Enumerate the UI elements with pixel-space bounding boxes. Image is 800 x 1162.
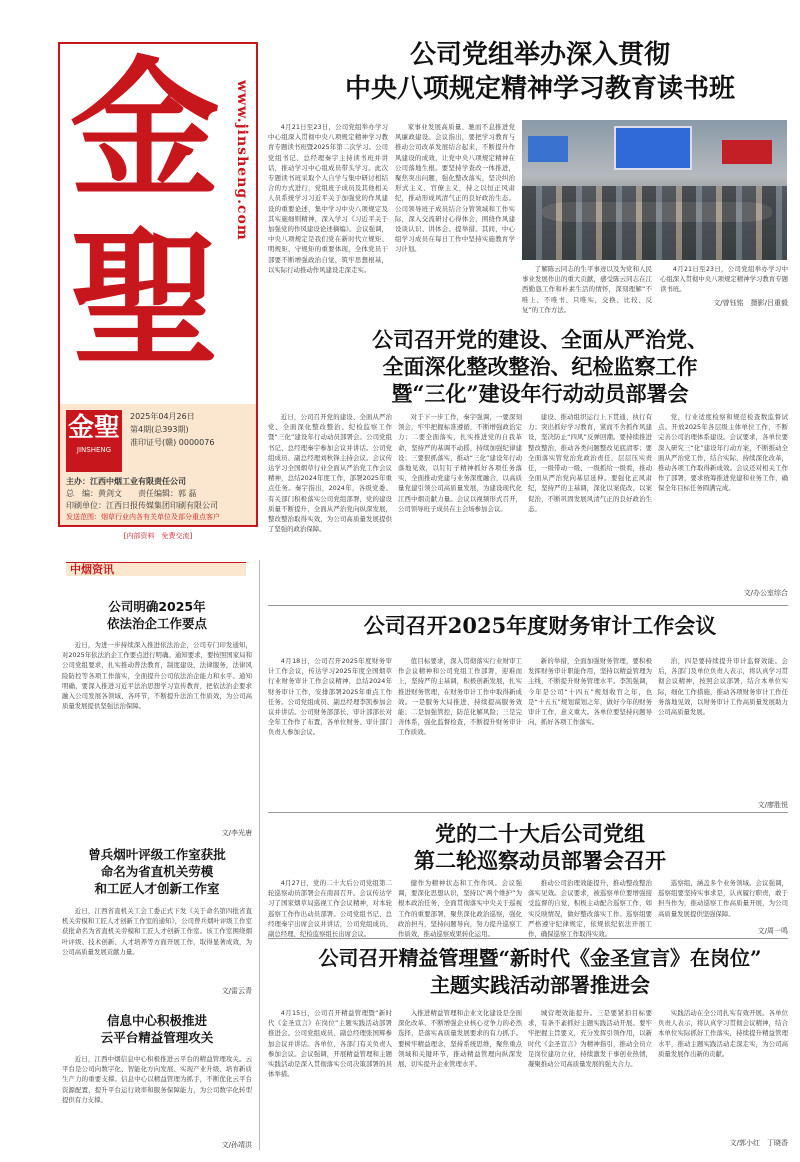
divider [268, 605, 788, 606]
info-byline: 文/孙靖洪 [221, 1141, 252, 1149]
second-headline-line-3: 暨“三化”建设年行动动员部署会 [391, 381, 689, 406]
inspection-col-4 [658, 878, 788, 924]
lean-byline: 文/郭小红 丁晓香 [729, 1139, 788, 1147]
inspection-text-2: 健作为精神状态和工作作风。会议强调，要深化思想认识，坚持以“两个维护”为根本政治任务，全面贯彻落实中央关于巡视工作的重要部署，聚焦深化政治巡察，强化政治担当，坚持问题导向，努力提升巡察工作质效，推动巡察成果转化运用。 [398, 879, 522, 939]
sponsor: 主办：江西中烟工业有限责任公司 [66, 477, 186, 486]
main-headline-line-2: 中央八项规定精神学习教育读书班 [344, 74, 735, 104]
finance-byline: 文/廖胜悦 [757, 801, 788, 809]
lean-text-3: 城营理效能提升。三是要紧扣目标要求，有条不紊抓好主题实践活动开展。要牢牢把握主旨要义，充分发挥引领作用，以新时代《金圣宣言》为精神指引，推动全员立足岗位建功立业，持续激发干事创业热情，凝聚推动公司高质量发展的强大合力。 [528, 1009, 652, 1069]
lean-col-4 [658, 1008, 788, 1132]
lean-headline-line-2: 主题实践活动部署推进会 [430, 973, 650, 997]
masthead-title-char-2: 聖 [70, 212, 221, 388]
finance-col-4 [658, 656, 788, 796]
second-byline: 文/办公室综合 [743, 589, 788, 597]
divider [268, 938, 788, 939]
photo-attendees [522, 186, 787, 260]
photo-side-screen [528, 136, 568, 162]
lean-text-1: 4月15日，公司召开精益管理暨“新时代《金圣宣言》在岗位”主题实践活动部署推进会。公司党组成员、副总经理张国辉参加会议并讲话。各单位、各部门有关负责人参加会议。会议强调，开展精益管理和主题实践活动是深入贯彻落实公司决策部署的具体举措。 [268, 1009, 392, 1079]
masthead-title-char-1: 金 [70, 42, 221, 218]
photo-caption-text: 4月21日至23日，公司党组举办学习中心组深入贯彻中央八项规定精神学习教育专题读书班。 [660, 265, 788, 294]
main-article-col-1 [268, 122, 388, 310]
masthead-title [66, 42, 250, 400]
lean-col-1 [268, 1008, 392, 1146]
second-article-col-2 [398, 412, 522, 598]
main-headline [290, 38, 790, 106]
law-byline: 文/李光唐 [221, 829, 252, 837]
award-text: 近日，江西省直机关工会工委正式下发《关于命名第四批省直机关劳模和工匠人才创新工作室的通知》，公司曾兵烟叶评级工作室获批命名为省直机关劳模和工匠人才创新工作室。该工作室围绕烟叶评级、技术创新、人才培养等方面开展工作，取得显著成效，为公司高质量发展贡献力量。 [62, 907, 252, 956]
meeting-photo [522, 120, 787, 260]
lean-text-2: 入推进精益管理和企业文化建设是全面深化改革、不断增强企业核心竞争力的必然选择，是落实高质量发展要求的有力抓手。要树牢精益理念，坚持系统思维，聚焦重点领域和关键环节，推动精益管理向纵深发展，切实提升企业管理水平。 [398, 1009, 522, 1069]
finance-text-3: 新的举措，全面加强财务管理，要积极发挥财务审计职能作用，坚持以精益管理为主线，不断提升财务管理水平。李凯强调，今年是公司“十四五”规划收官之年，也是“十五五”规划谋划之年，做好今年的财务审计工作，意义重大。各单位要坚持问题导向，抓好各项工作落实。 [528, 657, 652, 727]
inspection-text-4: 巡察组，涵盖多个业务领域。会议强调，巡察组要坚持实事求是，认真履行职责，敢于担当作为，推动巡察工作高质量开展，为公司高质量发展提供坚强保障。 [658, 879, 788, 918]
lean-headline [290, 945, 790, 999]
finance-col-2 [398, 656, 522, 808]
law-text: 近日，为进一步持续深入推进依法治企，公司专门印发通知，对2025年依法治企工作要点进行明确。通知要求，要按照国家局和公司党组要求，扎实推动普法教育，制度建设，法律服务，法律风险防控等各项工作落实，全面提升公司依法治企能力和水平。通知明确，要深入推进习近平法治思想学习宣传教育，把依法治企要求融入公司发展各领域、各环节，不断提升法治工作质效，为公司高质量发展提供坚强法治保障。 [62, 641, 252, 711]
award-headline-line-2: 命名为省直机关劳模 [100, 864, 214, 879]
internal-note: [内部资料 免费交流] [123, 532, 193, 540]
main-headline-line-1: 公司党组举办深入贯彻 [409, 40, 670, 70]
inspection-col-2 [398, 878, 522, 939]
distribution: 发送范围：烟草行业内各有关单位及部分重点客户 [66, 513, 220, 521]
inspection-text-3: 推动公司治理效能提升，推动整改整治落实见效。会议要求，被巡察单位要增强接受监督的自觉，积极主动配合巡察工作，如实反映情况，做好整改落实工作。巡察组要严格遵守纪律规定，依规依纪依法开展工作，确保巡察工作取得实效。 [528, 879, 652, 939]
brand-logo-text: JINSHENG [76, 446, 112, 454]
inspection-text-1: 4月27日，党的二十大后公司党组第二轮巡察动员部署会在南昌召开。会议传达学习了国家烟草局巡视工作会议精神，对本轮巡察工作作出动员部署。公司党组书记、总经理秦宇出席会议并讲话，公司党组成员、副总经理、纪检监察组长出席会议。 [268, 879, 392, 939]
second-article-text-4: 党，行业适度检察和规范检查数监督试点。开放2025年各层级主体单位工作，不断完善公司治理体系建设。会议要求，各单位要深入研究三“化”建设年行动方案，不断推动全面从严治党工作，结合实际，持续深化改革，推动各项工作取得新成效。会议还对相关工作作了部署，要求统筹推进党建和业务工作，确保全年目标任务圆满完成。 [658, 413, 788, 493]
award-headline-line-1: 曾兵烟叶评级工作室获批 [88, 847, 226, 862]
inspection-col-3 [528, 878, 652, 939]
lean-col-2 [398, 1008, 522, 1146]
law-body [62, 640, 252, 826]
award-byline: 文/雷云青 [221, 987, 252, 995]
second-article-text-1: 近日，公司召开党的建设、全面从严治党、全面深化整改整治、纪检监察工作暨“三化”建设年行动动员部署会。公司党组书记、总经理秦宇参加会议并讲话。公司党组成员、副总经理刘秋锋主持会议。会议传达学习全国烟草行业全面从严治党工作会议精神，总结2024年度工作，部署2025年重点任务。秦宇指出，2024年，各级党委、有关部门积极落实公司党组部署，党的建设质量不断提升，全面从严治党向纵深发展，整改整治取得实效，为公司高质量发展提供了坚强的政治保障。 [268, 413, 392, 534]
masthead-website: www.jinsheng.com [234, 80, 250, 241]
second-headline-line-2: 全面深化整改整治、纪检监察工作 [382, 354, 698, 379]
law-headline-line-1: 公司明确2025年 [108, 599, 206, 614]
photo-banner [722, 140, 772, 164]
award-headline [62, 846, 252, 897]
second-article-col-1 [268, 412, 392, 598]
main-byline: 文/曾钰铭 摄影/吕重毅 [713, 299, 788, 307]
printer: 印刷单位：江西日报传媒集团印刷有限公司 [66, 501, 218, 510]
issue-number: 第4期(总393期) [130, 425, 189, 434]
inspection-col-1 [268, 878, 392, 939]
award-body [62, 906, 252, 982]
second-article-col-4 [658, 412, 788, 584]
info-headline [62, 1012, 252, 1046]
lean-text-4: 实践活动在全公司扎实有效开展。各单位负责人表示，将认真学习贯彻会议精神，结合本单位实际抓好工作落实，持续提升精益管理水平，推动主题实践活动走深走实，为公司高质量发展作出新的贡献。 [658, 1009, 788, 1058]
lean-headline-line-1: 公司召开精益管理暨“新时代《金圣宣言》在岗位” [318, 946, 762, 970]
masthead-info-box [60, 404, 256, 525]
second-headline-line-1: 公司召开党的建设、全面从严治党、 [372, 327, 708, 352]
inspection-byline: 文/周一鸣 [757, 927, 788, 935]
photo-main-screen [614, 126, 692, 170]
second-article-text-2: 对于下一步工作，秦宇强调，一要深刻领会，牢牢把握标准遵循，不断增强政治定力；二要全面落实，扎实推进党的自我革命，坚持严的基调不动摇，持续加强纪律建设；三要狠抓落实，推动“三化”建设年行动落地见效，以钉钉子精神抓好各项任务落实，全面推动党建与业务深度融合，以高质量党建引领公司高质量发展，为建设现代化江西中烟贡献力量。会议以视频形式召开，公司领导班子成员在主会场参加会议。 [398, 413, 522, 513]
main-article-text-3: 了解陈云同志的生平事迹以及为党和人民事业发展作出的重大贡献，感受陈云同志在江西勤恳工作和朴素生活的情怀，深刻理解“不唯上、不唯书、只唯实，交换、比较、反复”的工作方法。 [522, 265, 652, 314]
photo-caption [660, 264, 788, 298]
inspection-headline-line-2: 第二轮巡察动员部署会召开 [414, 848, 666, 873]
info-body [62, 1054, 252, 1136]
approval-number: 准印证号(赣) 0000076 [130, 438, 215, 447]
sidebar-divider [259, 560, 260, 1150]
info-headline-line-1: 信息中心积极推进 [106, 1013, 207, 1028]
editors: 总 编：黄剑文 责任编辑：郭 磊 [66, 489, 197, 498]
second-article-text-3: 建设、推动组织运行上下贯通、执行有力；突出抓好学习教育，紧而不舍抓作风建设，坚决防止“四风”反弹回潮。要持续推进整改整治，推动各类问题整改见底清零；要全面落实管党治党政治责任，层层压实责任，一级带动一级、一级抓给一级看，推动全面从严治党向基层延伸。要强化正风肃纪，坚持严的主基调，深化以案促改、以案促治，不断巩固发展风清气正的良好政治生态。 [528, 413, 652, 513]
main-article-text-2: 家事业发展高质量、驰而不息推进党风廉政建设。会议指出，要把学习教育与推动公司改革发展结合起来，不断提升作风建设的成效，让党中央八项规定精神在公司落地生根。要坚持学查改一体推进，聚焦突出问题，强化整改落实，坚决纠治形式主义、官僚主义，持之以恒正风肃纪，推动形成风清气正的良好政治生态。公司领导班子成员结合分管领域和工作实际，深入交流研讨心得体会，围绕作风建设谈认识、讲体会、提举措。其间，中心组学习成员在每日工作中坚持实施教育学习计划。 [395, 123, 515, 254]
info-text: 近日，江西中烟信息中心积极推进云平台的精益管理攻关。云平台是公司向数字化、智能化方向发展、实现产业升级、培育新质生产力的重要支撑。信息中心以精益管理为抓手，不断优化云平台资源配置，提升平台运行效率和服务保障能力，为公司数字化转型提供有力支撑。 [62, 1055, 252, 1104]
inspection-headline-line-1: 党的二十大后公司党组 [435, 821, 645, 846]
masthead-date-block [130, 410, 214, 449]
second-headline [290, 326, 790, 407]
section-tag-label: 中烟资讯 [70, 563, 114, 576]
finance-text-2: 值目标要求，深入贯彻落实行业财审工作会议精神和公司党组工作部署，迎难而上，坚持严的主基调，积极创新发展，扎实推进财务管理，在财务审计工作中取得新成效。一是服务大局推进，持续提高服务效能；二是加强管控，防范化解风险；三是完善体系，强化监督检查，不断提升财务审计工作质效。 [398, 657, 522, 737]
lean-col-3 [528, 1008, 652, 1146]
finance-col-3 [528, 656, 652, 808]
inspection-headline [290, 820, 790, 874]
finance-text-4: 治，四是要持续提升审计监督效能。会后，各部门及单位负责人表示，将认真学习贯彻会议精神，按照会议部署，结合本单位实际，细化工作措施，推动各项财务审计工作任务落地见效，以财务审计工作高质量发展助力公司高质量发展。 [658, 657, 788, 717]
main-article-col-2 [395, 122, 515, 310]
issue-date: 2025年04月26日 [130, 412, 195, 421]
info-headline-line-2: 云平台精益管理攻关 [100, 1030, 214, 1045]
brand-logo [66, 410, 122, 472]
law-headline [62, 598, 252, 632]
second-article-col-3 [528, 412, 652, 598]
masthead [58, 42, 258, 527]
finance-col-1 [268, 656, 392, 808]
main-article-text-1: 4月21日至23日，公司党组举办学习中心组深入贯彻中央八项规定精神学习教育专题读书班暨2025年第二次学习。公司党组书记、总经理秦宇主持读书班并讲话，推动学习中心组成员带头学习。此次专题读书班采取个人自学与集中研讨相结合的方式进行，党组班子成员及其他相关人员系统学习习近平关于加强党的作风建设的重要论述，集中学习中央八项规定及其实施细则精神，深入学习《习近平关于加强党的作风建设论述摘编》。会议强调，中央八项规定是我们党在新时代立规矩、明规矩、守规矩的重要体现，全体党员干部要不断增强政治自觉，筑牢思想根基，以实际行动推动作风建设走深走实。 [268, 123, 388, 274]
brand-logo-mark: 金聖 [67, 413, 120, 443]
award-headline-line-3: 和工匠人才创新工作室 [94, 881, 220, 896]
finance-headline: 公司召开2025年度财务审计工作会议 [363, 613, 717, 638]
section-tag [66, 562, 246, 576]
divider [268, 812, 788, 813]
finance-text-1: 4月18日，公司召开2025年度财务审计工作会议，传达学习2025年度全国烟草行业财务审计工作会议精神，总结2024年财务审计工作，安排部署2025年重点工作任务。公司党组成员、副总经理李凯参加会议并讲话。公司财务部部长、审计部部长对全年工作作了布置，各单位财务、审计部门负责人参加会议。 [268, 657, 392, 737]
law-headline-line-2: 依法治企工作要点 [106, 616, 207, 631]
